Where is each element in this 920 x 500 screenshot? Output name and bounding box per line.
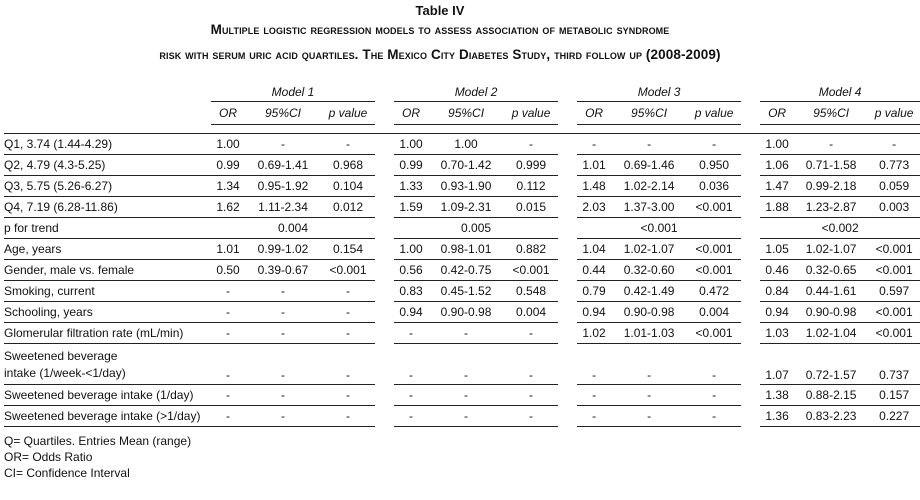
cell-ci: 0.39-0.67 xyxy=(245,260,321,281)
cell-p: 0.012 xyxy=(321,197,375,218)
gap-cell xyxy=(375,260,394,281)
cell-p: <0.001 xyxy=(868,323,920,344)
cell-or: - xyxy=(211,323,245,344)
cell-p: <0.001 xyxy=(504,260,558,281)
row-label: Q3, 5.75 (5.26-6.27) xyxy=(4,176,211,197)
gap-cell xyxy=(558,176,577,197)
cell-ci: 0.99-1.02 xyxy=(245,239,321,260)
cell-or: 1.06 xyxy=(760,155,794,176)
p-trend-value: 0.005 xyxy=(394,218,558,239)
row-label: Q2, 4.79 (4.3-5.25) xyxy=(4,155,211,176)
table-row xyxy=(4,302,920,323)
col-header-or: OR xyxy=(211,102,245,125)
cell-p: 0.882 xyxy=(504,239,558,260)
row-label: Sweetened beverage intake (>1/day) xyxy=(4,406,211,427)
cell-p: <0.001 xyxy=(868,239,920,260)
cell-p: <0.001 xyxy=(687,197,741,218)
cell-p: - xyxy=(687,406,741,427)
row-label: Smoking, current xyxy=(4,281,211,302)
gap-cell xyxy=(375,197,394,218)
cell-or: 0.84 xyxy=(760,281,794,302)
cell-or: 0.56 xyxy=(394,260,428,281)
cell-or: - xyxy=(394,406,428,427)
cell-p: <0.001 xyxy=(868,260,920,281)
cell-ci: 1.01-1.03 xyxy=(611,323,687,344)
gap-cell xyxy=(558,406,577,427)
col-header-ci: 95%CI xyxy=(794,102,868,125)
gap-cell xyxy=(741,155,760,176)
p-trend-value: 0.004 xyxy=(211,218,375,239)
gap-cell xyxy=(558,323,577,344)
cell-ci: 0.72-1.57 xyxy=(794,344,868,385)
cell-ci: 0.69-1.46 xyxy=(611,155,687,176)
cell-or: - xyxy=(577,406,611,427)
cell-or: 1.48 xyxy=(577,176,611,197)
cell-p: 0.112 xyxy=(504,176,558,197)
corner-cell xyxy=(4,102,211,125)
cell-p: 0.003 xyxy=(868,197,920,218)
gap-cell xyxy=(375,385,394,406)
table-label: Table IV xyxy=(415,3,465,18)
footnote-quartiles: Q= Quartiles. Entries Mean (range) xyxy=(4,434,192,448)
gap-cell xyxy=(741,197,760,218)
gap-cell xyxy=(375,323,394,344)
cell-p: - xyxy=(321,323,375,344)
cell-ci: 1.02-1.04 xyxy=(794,323,868,344)
table-title-line-2: risk with serum uric acid quartiles. The Mexico City Diabetes Study, third follow up (2008-2009) xyxy=(159,47,721,62)
gap-cell xyxy=(741,260,760,281)
gap-cell xyxy=(741,344,760,385)
p-for-trend-row xyxy=(4,218,920,239)
cell-p: 0.004 xyxy=(504,302,558,323)
cell-or: - xyxy=(211,344,245,385)
gap-cell xyxy=(741,102,760,125)
table-row xyxy=(4,197,920,218)
cell-or: - xyxy=(211,406,245,427)
row-label: Schooling, years xyxy=(4,302,211,323)
table-row xyxy=(4,134,920,155)
cell-or: 1.01 xyxy=(577,155,611,176)
gap-cell xyxy=(375,281,394,302)
cell-ci: 0.95-1.92 xyxy=(245,176,321,197)
gap-cell xyxy=(558,155,577,176)
table-row xyxy=(4,406,920,427)
cell-p: 0.036 xyxy=(687,176,741,197)
gap-cell xyxy=(375,134,394,155)
p-trend-value: <0.002 xyxy=(760,218,920,239)
gap-cell xyxy=(558,134,577,155)
col-header-or: OR xyxy=(760,102,794,125)
table-title-line-1: Multiple logistic regression models to assess association of metabolic syndrome xyxy=(210,22,670,37)
row-label-line-2: intake (1/week-<1/day) xyxy=(4,366,126,380)
cell-p: - xyxy=(504,406,558,427)
cell-or: - xyxy=(394,385,428,406)
gap-cell xyxy=(558,385,577,406)
corner-cell xyxy=(4,82,211,102)
cell-ci: 1.11-2.34 xyxy=(245,197,321,218)
cell-or: 0.99 xyxy=(394,155,428,176)
row-label: p for trend xyxy=(4,218,211,239)
cell-p: 0.472 xyxy=(687,281,741,302)
cell-ci: 0.88-2.15 xyxy=(794,385,868,406)
gap-cell xyxy=(375,82,394,102)
cell-p: 0.004 xyxy=(687,302,741,323)
cell-ci: - xyxy=(245,385,321,406)
gap-cell xyxy=(741,302,760,323)
cell-p: - xyxy=(321,302,375,323)
model-header: Model 2 xyxy=(394,82,558,102)
cell-or: 1.02 xyxy=(577,323,611,344)
cell-or: 0.94 xyxy=(394,302,428,323)
table-row xyxy=(4,260,920,281)
cell-ci: - xyxy=(611,385,687,406)
col-header-ci: 95%CI xyxy=(428,102,504,125)
gap-cell xyxy=(741,82,760,102)
spacer-cell xyxy=(4,125,920,134)
cell-or: 1.62 xyxy=(211,197,245,218)
table-row xyxy=(4,239,920,260)
cell-or: 0.99 xyxy=(211,155,245,176)
col-header-p: p value xyxy=(321,102,375,125)
gap-cell xyxy=(375,218,394,239)
cell-ci: 0.98-1.01 xyxy=(428,239,504,260)
footnote-confidence-interval: CI= Confidence Interval xyxy=(4,466,130,480)
gap-cell xyxy=(558,239,577,260)
cell-ci: 1.23-2.87 xyxy=(794,197,868,218)
cell-p: - xyxy=(321,281,375,302)
cell-or: - xyxy=(394,323,428,344)
cell-ci: - xyxy=(794,134,868,155)
gap-cell xyxy=(558,344,577,385)
cell-p: 0.157 xyxy=(868,385,920,406)
cell-p: 0.548 xyxy=(504,281,558,302)
cell-p: - xyxy=(504,323,558,344)
gap-cell xyxy=(558,302,577,323)
cell-or: 1.07 xyxy=(760,344,794,385)
model-header-row xyxy=(4,82,920,102)
cell-or: 1.00 xyxy=(760,134,794,155)
cell-or: 1.00 xyxy=(211,134,245,155)
col-header-p: p value xyxy=(504,102,558,125)
cell-p: 0.227 xyxy=(868,406,920,427)
gap-cell xyxy=(558,260,577,281)
model-header: Model 3 xyxy=(577,82,741,102)
cell-p: - xyxy=(321,406,375,427)
cell-or: 1.33 xyxy=(394,176,428,197)
gap-cell xyxy=(741,281,760,302)
cell-or: 1.38 xyxy=(760,385,794,406)
cell-ci: 0.69-1.41 xyxy=(245,155,321,176)
cell-p: - xyxy=(504,134,558,155)
cell-or: 0.50 xyxy=(211,260,245,281)
cell-p: 0.104 xyxy=(321,176,375,197)
regression-table xyxy=(4,82,920,427)
cell-p: - xyxy=(687,134,741,155)
cell-ci: 1.09-2.31 xyxy=(428,197,504,218)
cell-p: 0.968 xyxy=(321,155,375,176)
cell-ci: - xyxy=(428,385,504,406)
cell-or: - xyxy=(577,344,611,385)
cell-ci: - xyxy=(428,344,504,385)
cell-p: 0.059 xyxy=(868,176,920,197)
cell-or: 0.83 xyxy=(394,281,428,302)
cell-ci: 0.45-1.52 xyxy=(428,281,504,302)
gap-cell xyxy=(375,239,394,260)
cell-ci: 1.00 xyxy=(428,134,504,155)
cell-or: 1.03 xyxy=(760,323,794,344)
cell-p: - xyxy=(321,344,375,385)
cell-or: 1.01 xyxy=(211,239,245,260)
cell-ci: 1.02-1.07 xyxy=(794,239,868,260)
cell-p: - xyxy=(321,134,375,155)
cell-ci: - xyxy=(245,302,321,323)
cell-or: 1.04 xyxy=(577,239,611,260)
cell-ci: - xyxy=(611,406,687,427)
row-label: Gender, male vs. female xyxy=(4,260,211,281)
row-label xyxy=(4,344,211,385)
gap-cell xyxy=(375,406,394,427)
cell-ci: 0.90-0.98 xyxy=(611,302,687,323)
cell-ci: 0.42-0.75 xyxy=(428,260,504,281)
cell-ci: - xyxy=(611,134,687,155)
cell-p: 0.950 xyxy=(687,155,741,176)
cell-ci: 0.32-0.65 xyxy=(794,260,868,281)
row-label-line-1: Sweetened beverage xyxy=(4,349,118,363)
cell-or: 1.00 xyxy=(394,239,428,260)
cell-p: - xyxy=(687,344,741,385)
table-row xyxy=(4,385,920,406)
gap-cell xyxy=(558,218,577,239)
gap-cell xyxy=(741,323,760,344)
cell-ci: 0.44-1.61 xyxy=(794,281,868,302)
cell-ci: 0.99-2.18 xyxy=(794,176,868,197)
cell-ci: 0.90-0.98 xyxy=(794,302,868,323)
col-header-p: p value xyxy=(868,102,920,125)
gap-cell xyxy=(375,302,394,323)
table-row xyxy=(4,281,920,302)
cell-p: - xyxy=(321,385,375,406)
cell-or: - xyxy=(211,385,245,406)
cell-or: 1.88 xyxy=(760,197,794,218)
cell-or: 1.00 xyxy=(394,134,428,155)
gap-cell xyxy=(741,218,760,239)
cell-ci: 0.93-1.90 xyxy=(428,176,504,197)
cell-ci: 0.70-1.42 xyxy=(428,155,504,176)
table-body xyxy=(4,82,920,427)
cell-or: - xyxy=(211,281,245,302)
gap-cell xyxy=(375,176,394,197)
cell-ci: 1.02-1.07 xyxy=(611,239,687,260)
cell-or: 1.59 xyxy=(394,197,428,218)
model-header: Model 1 xyxy=(211,82,375,102)
gap-cell xyxy=(741,239,760,260)
column-header-row xyxy=(4,102,920,125)
cell-or: 1.47 xyxy=(760,176,794,197)
cell-p: - xyxy=(687,385,741,406)
cell-p: 0.773 xyxy=(868,155,920,176)
cell-ci: - xyxy=(428,323,504,344)
col-header-or: OR xyxy=(577,102,611,125)
cell-ci: 0.71-1.58 xyxy=(794,155,868,176)
cell-ci: - xyxy=(245,134,321,155)
cell-or: 2.03 xyxy=(577,197,611,218)
cell-or: - xyxy=(577,134,611,155)
row-label: Sweetened beverage intake (1/day) xyxy=(4,385,211,406)
table-row xyxy=(4,176,920,197)
table-row xyxy=(4,155,920,176)
col-header-ci: 95%CI xyxy=(245,102,321,125)
cell-p: <0.001 xyxy=(687,239,741,260)
table-row xyxy=(4,323,920,344)
gap-cell xyxy=(375,102,394,125)
gap-cell xyxy=(558,281,577,302)
footnotes xyxy=(4,433,191,481)
row-label: Age, years xyxy=(4,239,211,260)
cell-or: 0.94 xyxy=(760,302,794,323)
gap-cell xyxy=(741,406,760,427)
table-row xyxy=(4,344,920,385)
cell-or: - xyxy=(211,302,245,323)
cell-ci: - xyxy=(245,406,321,427)
cell-or: - xyxy=(394,344,428,385)
cell-or: 0.79 xyxy=(577,281,611,302)
row-label: Q4, 7.19 (6.28-11.86) xyxy=(4,197,211,218)
cell-or: 0.44 xyxy=(577,260,611,281)
cell-p: - xyxy=(868,134,920,155)
cell-ci: - xyxy=(245,344,321,385)
gap-cell xyxy=(558,197,577,218)
cell-ci: - xyxy=(245,323,321,344)
gap-cell xyxy=(741,385,760,406)
gap-cell xyxy=(375,344,394,385)
cell-or: 1.34 xyxy=(211,176,245,197)
gap-cell xyxy=(375,155,394,176)
cell-p: 0.015 xyxy=(504,197,558,218)
spacer-row xyxy=(4,125,920,134)
col-header-or: OR xyxy=(394,102,428,125)
cell-p: 0.999 xyxy=(504,155,558,176)
cell-p: <0.001 xyxy=(687,260,741,281)
row-label: Glomerular filtration rate (mL/min) xyxy=(4,323,211,344)
cell-ci: - xyxy=(428,406,504,427)
cell-or: - xyxy=(577,385,611,406)
p-trend-value: <0.001 xyxy=(577,218,741,239)
cell-or: 0.94 xyxy=(577,302,611,323)
cell-or: 1.36 xyxy=(760,406,794,427)
cell-ci: - xyxy=(611,344,687,385)
cell-p: 0.154 xyxy=(321,239,375,260)
gap-cell xyxy=(741,176,760,197)
cell-p: 0.597 xyxy=(868,281,920,302)
row-label: Q1, 3.74 (1.44-4.29) xyxy=(4,134,211,155)
cell-p: 0.737 xyxy=(868,344,920,385)
footnote-odds-ratio: OR= Odds Ratio xyxy=(4,450,93,464)
cell-ci: 1.37-3.00 xyxy=(611,197,687,218)
cell-p: <0.001 xyxy=(321,260,375,281)
model-header: Model 4 xyxy=(760,82,920,102)
cell-ci: 0.32-0.60 xyxy=(611,260,687,281)
cell-or: 1.05 xyxy=(760,239,794,260)
cell-ci: 0.90-0.98 xyxy=(428,302,504,323)
cell-ci: - xyxy=(245,281,321,302)
cell-p: <0.001 xyxy=(687,323,741,344)
gap-cell xyxy=(558,82,577,102)
cell-ci: 0.42-1.49 xyxy=(611,281,687,302)
cell-p: - xyxy=(504,344,558,385)
gap-cell xyxy=(558,102,577,125)
cell-p: - xyxy=(504,385,558,406)
gap-cell xyxy=(741,134,760,155)
cell-or: 0.46 xyxy=(760,260,794,281)
cell-ci: 1.02-2.14 xyxy=(611,176,687,197)
col-header-p: p value xyxy=(687,102,741,125)
col-header-ci: 95%CI xyxy=(611,102,687,125)
cell-p: <0.001 xyxy=(868,302,920,323)
cell-ci: 0.83-2.23 xyxy=(794,406,868,427)
